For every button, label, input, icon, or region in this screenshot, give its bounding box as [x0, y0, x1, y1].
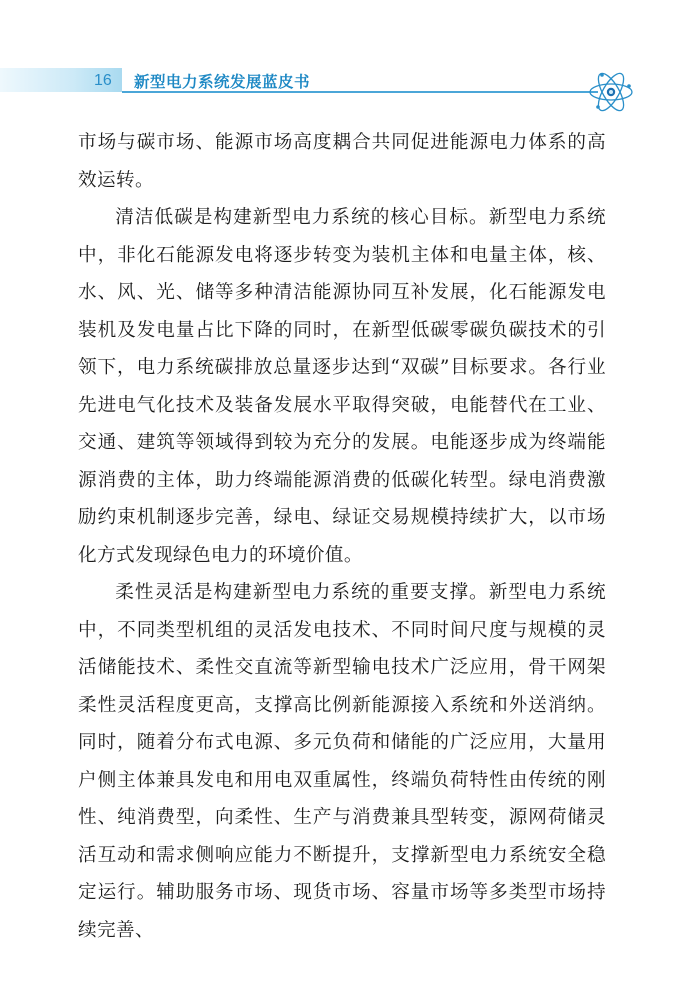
book-title: 新型电力系统发展蓝皮书 — [134, 73, 311, 91]
paragraph-3: 柔性灵活是构建新型电力系统的重要支撑。新型电力系统中，不同类型机组的灵活发电技术、不同时间尺度与规模的灵活储能技术、柔性交直流等新型输电技术广泛应用，骨干网架柔性灵活程度更高，支撑高比例新能源接入系统和外送消纳。同时，随着分布式电源、多元负荷和储能的广泛应用，大量用户侧主体兼具发电和用电双重属性，终端负荷特性由传统的刚性、纯消费型，向柔性、生产与消费兼具型转变，源网荷储灵活互动和需求侧响应能力不断提升，支撑新型电力系统安全稳定运行。辅助服务市场、现货市场、容量市场等多类型市场持续完善、 — [78, 582, 606, 941]
body-text — [78, 124, 606, 949]
page-number: 16 — [94, 72, 112, 89]
paragraph-2: 清洁低碳是构建新型电力系统的核心目标。新型电力系统中，非化石能源发电将逐步转变为装机主体和电量主体，核、水、风、光、储等多种清洁能源协同互补发展，化石能源发电装机及发电量占比下降的同时，在新型低碳零碳负碳技术的引领下，电力系统碳排放总量逐步达到“双碳”目标要求。各行业先进电气化技术及装备发展水平取得突破，电能替代在工业、交通、建筑等领域得到较为充分的发展。电能逐步成为终端能源消费的主体，助力终端能源消费的低碳化转型。绿电消费激励约束机制逐步完善，绿电、绿证交易规模持续扩大，以市场化方式发现绿色电力的环境价值。 — [78, 207, 606, 566]
atom-icon — [586, 67, 636, 117]
header-rule — [122, 91, 598, 93]
paragraph-1: 市场与碳市场、能源市场高度耦合共同促进能源电力体系的高效运转。 — [78, 132, 606, 191]
running-header — [0, 62, 699, 102]
